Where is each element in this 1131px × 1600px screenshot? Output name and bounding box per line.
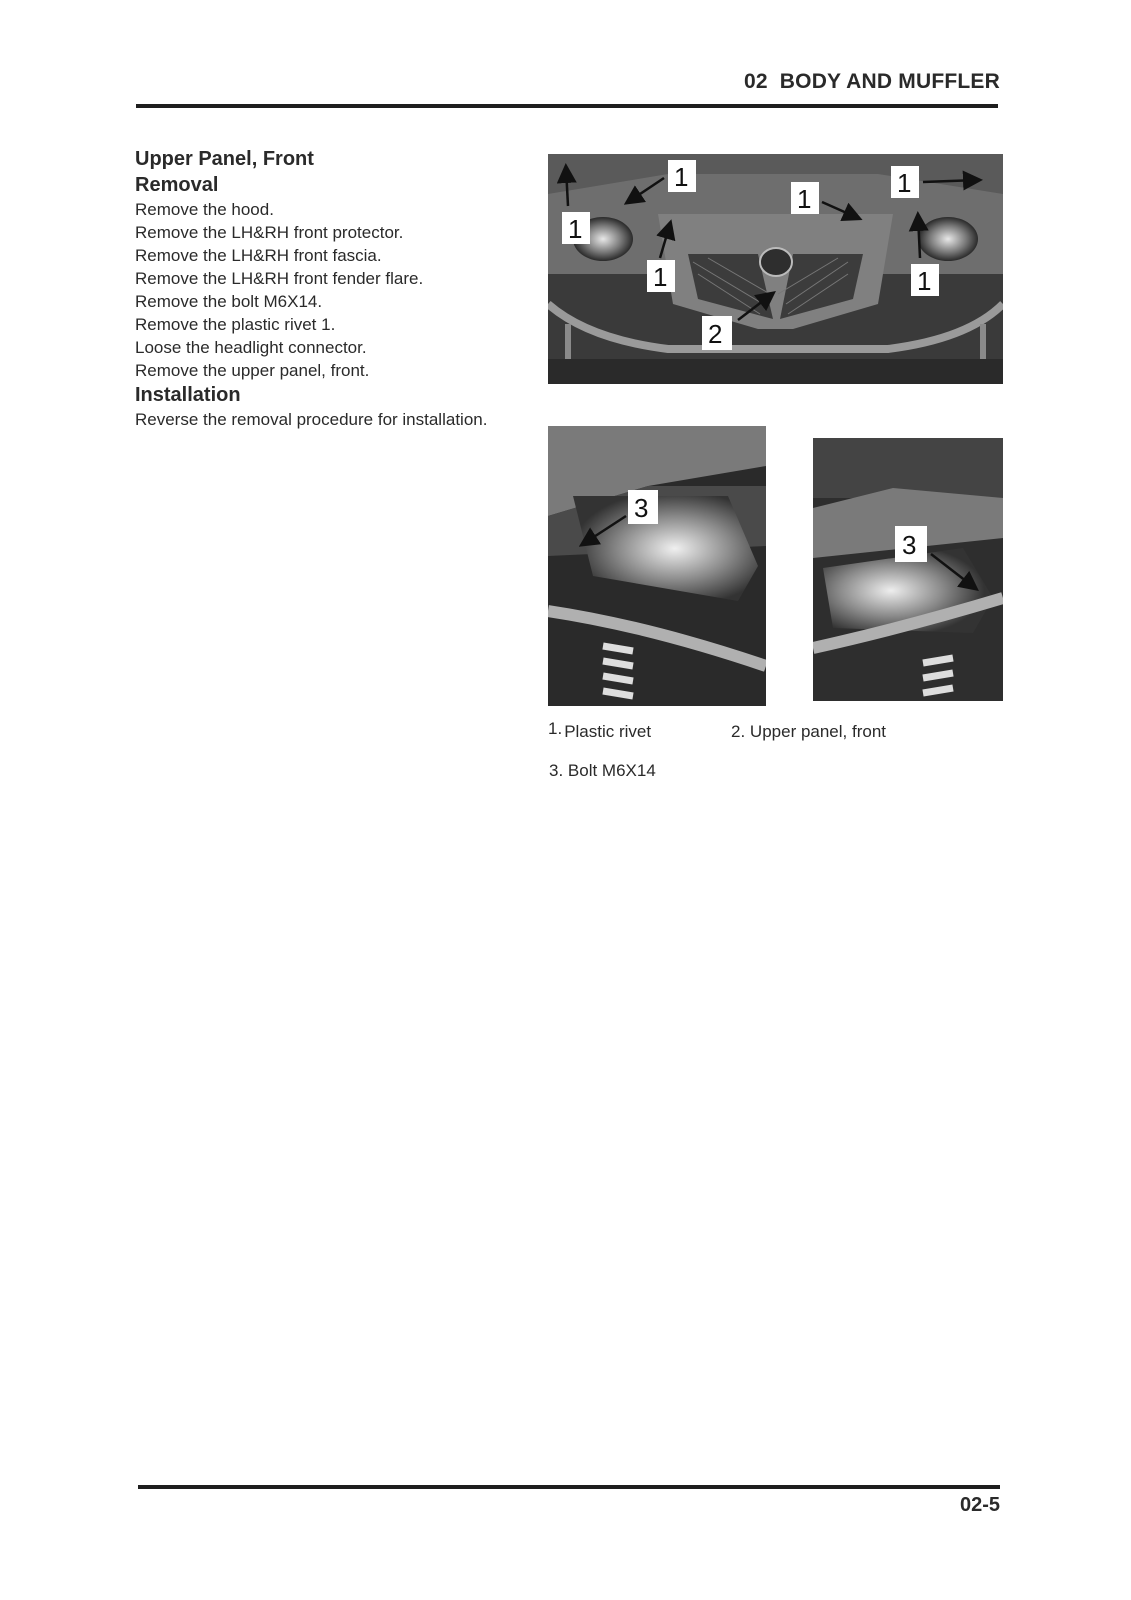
svg-text:3: 3 (902, 530, 917, 560)
header-rule (136, 104, 998, 108)
removal-step: Loose the headlight connector. (135, 338, 367, 357)
left-headlight-photo (548, 426, 766, 706)
legend-label: Upper panel, front (749, 722, 887, 741)
legend-item-3 (549, 761, 656, 781)
svg-text:1: 1 (674, 162, 689, 192)
section-title: Upper Panel, Front (135, 148, 314, 170)
svg-text:1: 1 (797, 184, 812, 214)
svg-text:1: 1 (653, 262, 668, 292)
svg-text:1: 1 (568, 214, 583, 244)
installation-heading: Installation (135, 384, 241, 406)
removal-step: Remove the hood. (135, 200, 274, 219)
legend-item-2 (731, 722, 886, 742)
removal-step: Remove the bolt M6X14. (135, 292, 323, 311)
footer-rule (138, 1485, 1000, 1489)
removal-step: Remove the upper panel, front. (135, 361, 370, 380)
front-view-photo (548, 154, 1003, 384)
svg-text:1: 1 (917, 266, 932, 296)
legend-label: Plastic rivet (564, 722, 652, 741)
svg-text:2: 2 (708, 319, 723, 349)
page-number: 02-5 (959, 1494, 1000, 1516)
svg-text:1: 1 (897, 168, 912, 198)
installation-text: Reverse the removal procedure for installation. (135, 410, 488, 429)
removal-step: Remove the plastic rivet 1. (135, 315, 336, 334)
legend-number: 2. (731, 722, 746, 741)
legend-number: 1. (548, 719, 563, 738)
svg-text:3: 3 (634, 493, 649, 523)
removal-step: Remove the LH&RH front protector. (135, 223, 404, 242)
instructions-column (135, 146, 535, 431)
right-headlight-photo (813, 438, 1003, 701)
removal-step: Remove the LH&RH front fender flare. (135, 269, 424, 288)
legend-item-1 (548, 719, 652, 742)
page-header-title: 02 BODY AND MUFFLER (743, 70, 1000, 93)
removal-step: Remove the LH&RH front fascia. (135, 246, 382, 265)
legend-label: 3. Bolt M6X14 (549, 761, 656, 780)
removal-heading: Removal (135, 174, 219, 196)
